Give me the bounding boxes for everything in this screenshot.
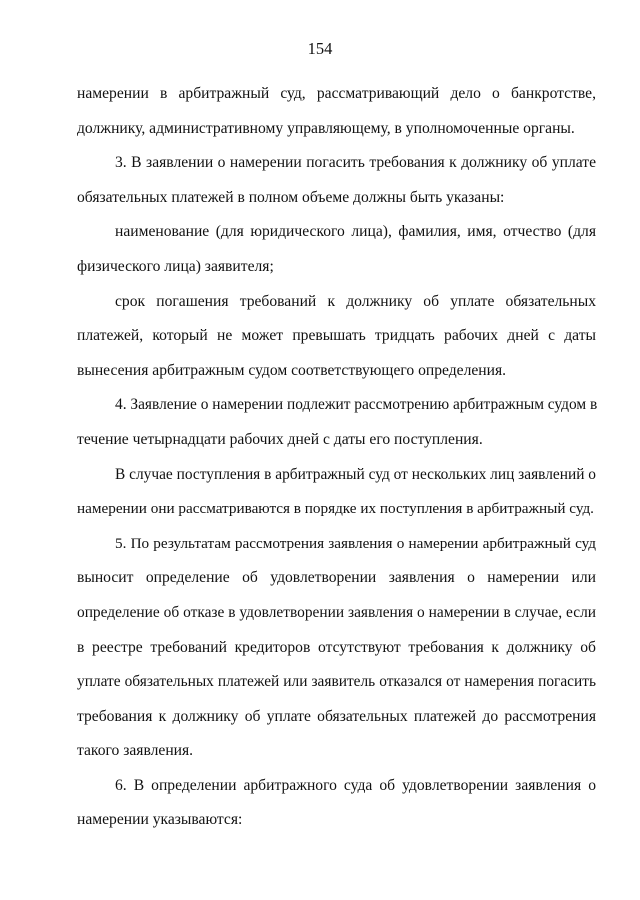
text-line: в реестре требований кредиторов отсутствуют требования к должнику об xyxy=(77,638,596,656)
text-line: такого заявления. xyxy=(77,742,194,760)
text-line: вынесения арбитражным судом соответствующего определения. xyxy=(77,361,507,379)
text-line: обязательных платежей в полном объеме должны быть указаны: xyxy=(77,188,505,206)
text-line: требования к должнику об уплате обязательных платежей до рассмотрения xyxy=(77,707,596,725)
text-line: срок погашения требований к должнику об уплате обязательных xyxy=(115,292,596,310)
text-line: платежей, который не может превышать тридцать рабочих дней с даты xyxy=(77,327,596,345)
text-line: намерении они рассматриваются в порядке их поступления в арбитражный суд. xyxy=(77,500,594,518)
text-line: 5. По результатам рассмотрения заявления о намерении арбитражный суд xyxy=(115,534,596,552)
text-line: течение четырнадцати рабочих дней с даты его поступления. xyxy=(77,430,483,448)
text-line: определение об отказе в удовлетворении заявления о намерении в случае, если xyxy=(77,603,596,621)
text-line: физического лица) заявителя; xyxy=(77,257,274,275)
text-line: 4. Заявление о намерении подлежит рассмотрению арбитражным судом в xyxy=(115,396,598,414)
page-number: 154 xyxy=(307,39,333,58)
text-line: уплате обязательных платежей или заявитель отказался от намерения погасить xyxy=(77,673,596,691)
text-line: намерении в арбитражный суд, рассматривающий дело о банкротстве, xyxy=(77,85,596,102)
text-line: должнику, административному управляющему, в уполномоченные органы. xyxy=(77,119,575,137)
text-line: 6. В определении арбитражного суда об удовлетворении заявления о xyxy=(115,776,596,794)
text-line: В случае поступления в арбитражный суд от нескольких лиц заявлений о xyxy=(115,465,596,483)
text-line: 3. В заявлении о намерении погасить требования к должнику об уплате xyxy=(115,154,596,172)
text-line: наименование (для юридического лица), фамилия, имя, отчество (для xyxy=(115,223,596,241)
text-line: выносит определение об удовлетворении заявления о намерении или xyxy=(77,569,596,587)
document-body xyxy=(77,77,596,838)
text-line: намерении указываются: xyxy=(77,811,243,829)
